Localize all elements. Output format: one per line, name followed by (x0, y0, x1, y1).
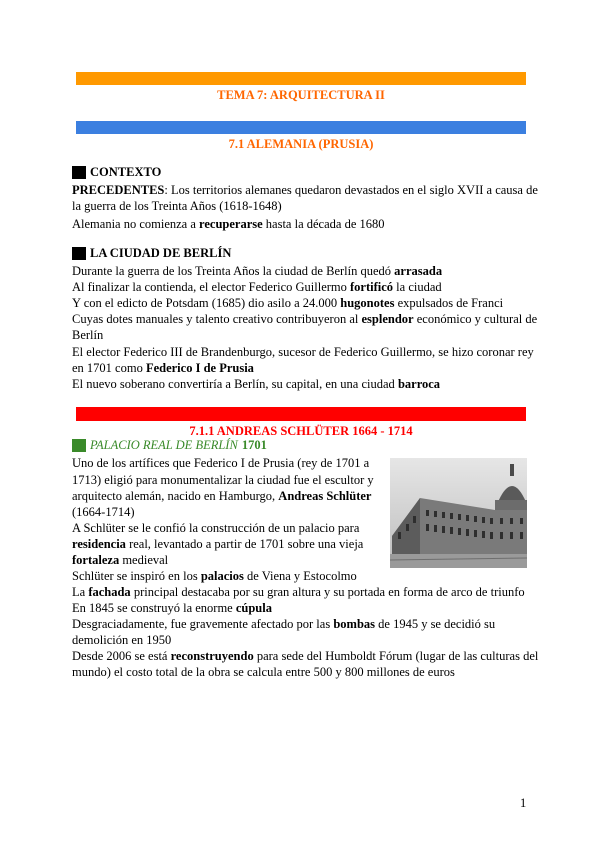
text: Schlüter se inspiró en los (72, 569, 201, 583)
schluter-line-6 (72, 536, 363, 552)
text: Cuyas dotes manuales y talento creativo contribuyeron al (72, 312, 362, 326)
text: Desgraciadamente, fue gravemente afectado por las (72, 617, 334, 631)
text: medieval (119, 553, 169, 567)
palacio-heading (72, 438, 267, 453)
bold-term: Federico I de Prusia (145, 361, 254, 375)
text: la ciudad (393, 280, 442, 294)
bold-term: PRECEDENTES (72, 183, 165, 197)
berlin-line-1 (72, 263, 442, 279)
schluter-line-5: A Schlüter se le confió la construcción de un palacio para (72, 521, 360, 535)
black-square-bullet (72, 247, 86, 260)
palacio-year: 1701 (241, 438, 267, 452)
text: arquitecto alemán, nacido en Hamburgo, (72, 489, 279, 503)
text: de 1945 y se decidió su (375, 617, 496, 631)
text: El nuevo soberano convertiría a Berlín, su capital, en una ciudad (72, 377, 398, 391)
schluter-line-8 (72, 568, 357, 584)
black-square-bullet (72, 166, 86, 179)
bold-term: fortificó (350, 280, 394, 294)
schluter-line-12: demolición en 1950 (72, 633, 172, 647)
contexto-heading (72, 165, 161, 180)
contexto-line-3 (72, 216, 385, 232)
blue-divider-bar (76, 121, 526, 134)
text: Alemania no comienza a (72, 217, 200, 231)
text: de Viena y Estocolmo (243, 569, 357, 583)
text: principal destacaba por su gran altura y su portada en forma de arco de triunfo (130, 585, 525, 599)
contexto-line-2: la guerra de los Treinta Años (1618-1648) (72, 199, 282, 213)
contexto-heading-text: CONTEXTO (90, 165, 162, 179)
bold-term: arrasada (394, 264, 443, 278)
schluter-line-4: (1664-1714) (72, 505, 135, 519)
bold-term: fortaleza (72, 553, 120, 567)
bold-term: residencia (72, 537, 126, 551)
schluter-line-11 (72, 616, 495, 632)
berlin-line-8 (72, 376, 440, 392)
berlin-line-7 (72, 360, 254, 376)
bold-term: recuperarse (199, 217, 263, 231)
text: real, levantado a partir de 1701 sobre una vieja (125, 537, 364, 551)
page-number: 1 (520, 796, 527, 810)
bold-term: cúpula (235, 601, 272, 615)
palace-photo (390, 458, 527, 568)
red-divider-bar (76, 407, 526, 421)
bold-term: palacios (200, 569, 244, 583)
berlin-line-2 (72, 279, 442, 295)
text: Durante la guerra de los Treinta Años la ciudad de Berlín quedó (72, 264, 395, 278)
schluter-line-13 (72, 648, 538, 664)
schluter-line-7 (72, 552, 168, 568)
text: expulsados de Franci (394, 296, 504, 310)
bold-term: esplendor (361, 312, 414, 326)
text: en 1701 como (72, 361, 146, 375)
text: Desde 2006 se está (72, 649, 171, 663)
schluter-line-10 (72, 600, 272, 616)
berlin-line-4 (72, 311, 537, 327)
orange-divider-bar (76, 72, 526, 85)
text: En 1845 se construyó la enorme (72, 601, 236, 615)
schluter-line-14: mundo) el costo total de la obra se calcula entre 500 y 800 millones de euros (72, 665, 455, 679)
berlin-line-3 (72, 295, 503, 311)
berlin-line-5: Berlín (72, 328, 104, 342)
text: : Los territorios alemanes quedaron devastados en el siglo XVII a causa de (164, 183, 538, 197)
section-title: 7.1 ALEMANIA (PRUSIA) (228, 137, 374, 151)
palacio-name: PALACIO REAL DE BERLÍN (90, 438, 238, 452)
bold-term: barroca (397, 377, 441, 391)
berlin-heading (72, 246, 231, 261)
chapter-title: TEMA 7: ARQUITECTURA II (217, 88, 385, 102)
bold-term: Andreas Schlüter (278, 489, 372, 503)
bold-term: reconstruyendo (170, 649, 254, 663)
text: hasta la década de 1680 (262, 217, 385, 231)
text: Al finalizar la contienda, el elector Federico Guillermo (72, 280, 351, 294)
schluter-line-1: Uno de los artífices que Federico I de Prusia (rey de 1701 a (72, 456, 370, 470)
text: económico y cultural de (413, 312, 538, 326)
contexto-line-1 (72, 182, 538, 198)
schluter-line-3 (72, 488, 371, 504)
schluter-line-2: 1713) eligió para monumentalizar la ciudad fue el escultor y (72, 473, 374, 487)
text: La (72, 585, 89, 599)
dome-lantern (510, 464, 514, 476)
bold-term: bombas (333, 617, 376, 631)
bold-term: fachada (88, 585, 131, 599)
text: para sede del Humboldt Fórum (lugar de las culturas del (253, 649, 539, 663)
berlin-heading-text: LA CIUDAD DE BERLÍN (90, 246, 232, 260)
bold-term: hugonotes (340, 296, 395, 310)
schluter-line-9 (72, 584, 525, 600)
text: Y con el edicto de Potsdam (1685) dio asilo a 24.000 (72, 296, 341, 310)
green-square-bullet (72, 439, 86, 452)
photo-ground (390, 554, 527, 568)
subsection-title: 7.1.1 ANDREAS SCHLÜTER 1664 - 1714 (189, 424, 413, 438)
berlin-line-6: El elector Federico III de Brandenburgo, sucesor de Federico Guillermo, se hizo coronar rey (72, 345, 534, 359)
